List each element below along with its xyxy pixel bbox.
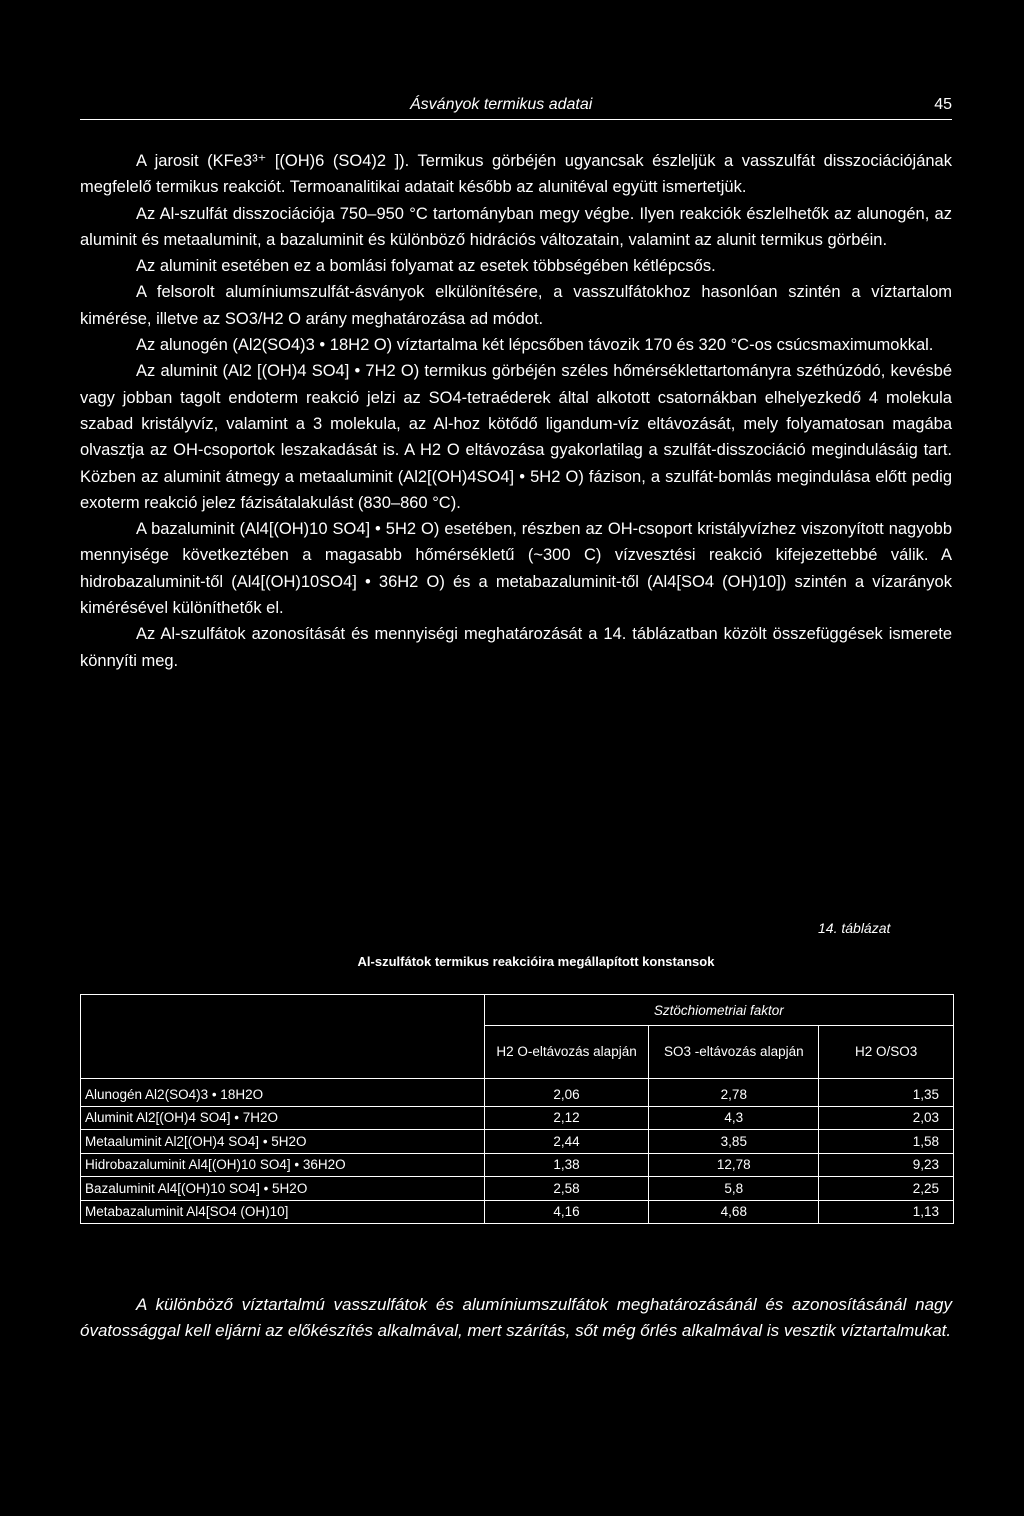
table-corner-cell [81, 995, 485, 1079]
paragraph-alunogen: Az alunogén (Al2(SO4)3 • 18H2 O) víztartalma két lépcsőben távozik 170 és 320 °C-os csúcsmaximumokkal. [136, 336, 934, 355]
h2o-factor: 2,12 [484, 1106, 649, 1130]
constants-table [80, 994, 954, 1224]
header-rule [80, 119, 952, 120]
table-col-header-h2o: H2 O-eltávozás alapján [484, 1026, 649, 1079]
h2o-so3-ratio: 2,25 [819, 1177, 954, 1201]
mineral-name: Hidrobazaluminit Al4[(OH)10 SO4] • 36H2O [81, 1153, 485, 1177]
mineral-name: Metabazaluminit Al4[SO4 (OH)10] [81, 1200, 485, 1224]
so3-factor: 4,3 [649, 1106, 819, 1130]
page-number: 45 [934, 96, 952, 113]
h2o-factor: 2,58 [484, 1177, 649, 1201]
table-group-header: Sztöchiometriai faktor [484, 995, 953, 1026]
h2o-so3-ratio: 2,03 [819, 1106, 954, 1130]
so3-factor: 4,68 [649, 1200, 819, 1224]
paragraph-al-szulfat: Az Al-szulfát disszociációja 750–950 °C tartományban megy végbe. Ilyen reakciók észlelhetők az alunogén, az aluminit és metaaluminit, a bazaluminit és különböző hidrációs változatain, valamint az alunit termikus görbéin. [80, 204, 952, 249]
so3-factor: 2,78 [649, 1079, 819, 1107]
paragraph-aluminit: Az aluminit (Al2 [(OH)4 SO4] • 7H2 O) termikus görbéjén széles hőmérséklettartományra széthúzódó, kevésbé vagy jobban tagolt endoterm reakció jelzi az SO4-tetraéderek által alkotott csatornákban elhelyezkedő 4 molekula szabad kristályvíz, valamint a 3 molekula, az Al-hoz kötődő ligandum-víz eltávozását, mely folyamatosan magába olvasztja az OH-csoportok leszakadását is. A H2 O eltávozása gyakorlatilag a szulfát-disszociáció megindulásáig tart. Közben az aluminit átmegy a metaaluminit (Al2[(OH)4SO4] • 5H2 O) fázison, a szulfát-bomlás megindulása előtt pedig exoterm reakció jelez fázisátalakulást (830–860 °C). [80, 362, 952, 512]
paragraph-aluminit-ketlepcsos: Az aluminit esetében ez a bomlási folyamat az esetek többségében kétlépcsős. [136, 257, 716, 276]
mineral-name: Bazaluminit Al4[(OH)10 SO4] • 5H2O [81, 1177, 485, 1201]
mineral-name: Alunogén Al2(SO4)3 • 18H2O [81, 1079, 485, 1107]
h2o-so3-ratio: 1,13 [819, 1200, 954, 1224]
table-row [81, 1200, 954, 1224]
h2o-factor: 2,44 [484, 1130, 649, 1154]
mineral-name: Metaaluminit Al2[(OH)4 SO4] • 5H2O [81, 1130, 485, 1154]
running-header [80, 96, 952, 120]
table-col-header-ratio: H2 O/SO3 [819, 1026, 954, 1079]
mineral-name: Aluminit Al2[(OH)4 SO4] • 7H2O [81, 1106, 485, 1130]
h2o-so3-ratio: 1,35 [819, 1079, 954, 1107]
running-title: Ásványok termikus adatai [410, 96, 593, 113]
h2o-factor: 4,16 [484, 1200, 649, 1224]
closing-note [80, 1292, 952, 1344]
table-title: Al-szulfátok termikus reakcióira megállapított konstansok [357, 954, 715, 969]
h2o-so3-ratio: 9,23 [819, 1153, 954, 1177]
paragraph-jarosit: A jarosit (KFe3³⁺ [(OH)6 (SO4)2 ]). Termikus görbéjén ugyancsak észleljük a vasszulfát disszociációjának megfelelő termikus reakciót. Termoanalitikai adatait később az alunitéval együtt ismertetjük. [80, 152, 952, 197]
h2o-factor: 2,06 [484, 1079, 649, 1107]
so3-factor: 3,85 [649, 1130, 819, 1154]
table-col-header-so3: SO3 -eltávozás alapján [649, 1026, 819, 1079]
h2o-factor: 1,38 [484, 1153, 649, 1177]
h2o-so3-ratio: 1,58 [819, 1130, 954, 1154]
table-row [81, 1153, 954, 1177]
table-label: 14. táblázat [818, 920, 891, 936]
table-row [81, 1177, 954, 1201]
table-row [81, 1130, 954, 1154]
closing-note-text: A különböző víztartalmú vasszulfátok és alumíniumszulfátok meghatározásánál és azonosításánál nagy óvatossággal kell eljárni az előkészítés alkalmával, mert szárítás, sőt még őrlés alkalmával is vesztik víztartalmukat. [80, 1295, 952, 1340]
so3-factor: 5,8 [649, 1177, 819, 1201]
table-row [81, 1079, 954, 1107]
body-text [80, 148, 952, 674]
paragraph-azonositas: Az Al-szulfátok azonosítását és mennyiségi meghatározását a 14. táblázatban közölt összefüggések ismerete könnyíti meg. [80, 625, 952, 670]
so3-factor: 12,78 [649, 1153, 819, 1177]
paragraph-elkulonites: A felsorolt alumíniumszulfát-ásványok elkülönítésére, a vasszulfátokhoz hasonlóan szintén a víztartalom kimérése, illetve az SO3/H2 O arány meghatározása ad módot. [80, 283, 952, 328]
table-row [81, 1106, 954, 1130]
paragraph-bazaluminit: A bazaluminit (Al4[(OH)10 SO4] • 5H2 O) esetében, részben az OH-csoport kristályvízhez viszonyított nagyobb mennyisége következtében a magasabb hőmérsékletű (~300 C) vízvesztési reakció kifejezettebbé válik. A hidrobazaluminit-től (Al4[(OH)10SO4] • 36H2 O) és a metabazaluminit-től (Al4[SO4 (OH)10]) szintén a vízarányok kimérésével különíthetők el. [80, 520, 952, 618]
